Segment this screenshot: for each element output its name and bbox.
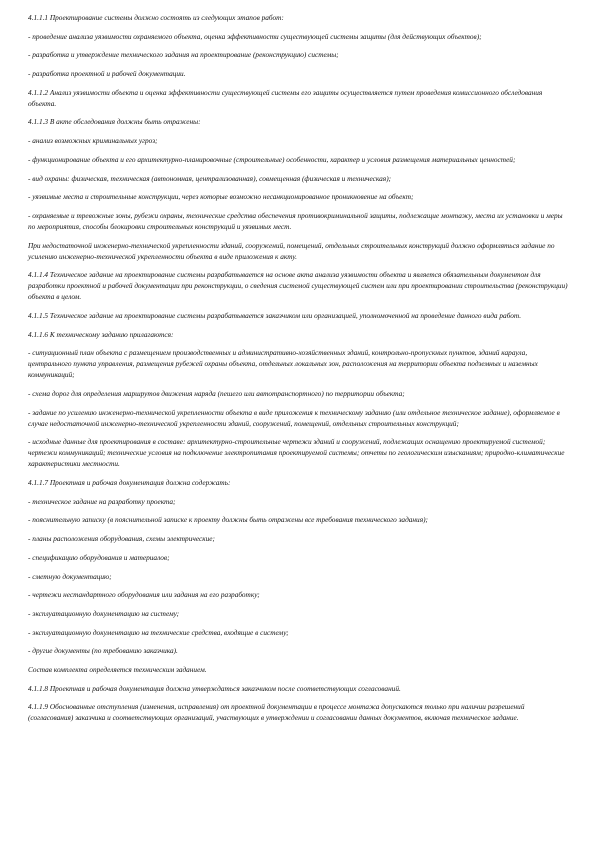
list-item: - пояснительную записку (в пояснительной записке к проекту должны быть отражены все требования технического задания); <box>28 515 428 525</box>
list-item: - эксплуатационную документацию на технические средства, входящие в систему; <box>28 627 289 637</box>
list-item: - спецификацию оборудования и материалов; <box>28 552 170 562</box>
list-item: - уязвимые места и строительные конструкции, через которые возможно несанкционированное проникновение на объект; <box>28 192 414 202</box>
section-heading: 4.1.1.5 Техническое задание на проектирование системы разрабатывается заказчиком или организацией, уполномоченной на проведение данного вида работ. <box>28 310 522 320</box>
section-heading: 4.1.1.4 Техническое задание на проектирование системы разрабатывается на основе акта анализа уязвимости объекта и является обязательным документом для разработки проектной и рабочей документации при реконструкции, о сведения системой существующей систем или при проектировании строительства (реконструкции) объекта в целом. <box>28 270 568 302</box>
list-item: - исходные данные для проектирования в составе: архитектурно-строительные чертежи зданий и сооружений, подлежащих оснащению проектируемой системой; чертежи коммуникаций; технические условия на подключение электропитания проектируемой системы; отчеты по геологическим изысканиям; природно-климатические характеристики местности. <box>28 437 565 469</box>
list-item: - анализ возможных криминальных угроз; <box>28 136 158 146</box>
section-heading: 4.1.1.6 К техническому заданию прилагаются: <box>28 329 174 339</box>
list-item: - сметную документацию; <box>28 571 112 581</box>
section-heading: 4.1.1.7 Проектная и рабочая документация должна содержать: <box>28 478 231 488</box>
body-paragraph: Состав комплекта определяется техническим заданием. <box>28 664 207 674</box>
list-item: - техническое задание на разработку проекта; <box>28 496 176 506</box>
list-item: - вид охраны: физическая, техническая (автономная, централизованная), совмещенная (физическая и техническая); <box>28 173 392 183</box>
list-item: - схема дорог для определения маршрутов движения наряда (пешего или автотранспортного) по территории объекта; <box>28 389 405 398</box>
section-heading: 4.1.1.2 Анализ уязвимости объекта и оценка эффективности существующей системы его защиты осуществляется путем проведения комиссионного обследования объекта. <box>28 87 543 108</box>
list-item: - чертежи нестандартного оборудования или задания на его разработку; <box>28 590 260 600</box>
list-item: - функционирование объекта и его архитектурно-планировочные (строительные) особенности, характер и условия размещения материальных ценностей; <box>28 154 516 164</box>
section-heading: 4.1.1.1 Проектирование системы должно состоять из следующих этапов работ: <box>28 13 284 22</box>
document-page <box>28 12 568 731</box>
list-item: - проведение анализа уязвимости охраняемого объекта, оценка эффективности существующей системы защиты (для действующих объектов); <box>28 31 482 41</box>
list-item: - ситуационный план объекта с размещением производственных и административно-хозяйственных зданий, контрольно-пропускных пунктов, зданий караула, центрального пункта управления, размещения рубежей охраны объекта, отдельных локальных зон, расположения на территории объекта подземных и наземных коммуникаций; <box>28 348 538 380</box>
list-item: - другие документы (по требованию заказчика). <box>28 646 178 656</box>
list-item: - эксплуатационную документацию на систему; <box>28 608 180 618</box>
list-item: - разработка и утверждение технического задания на проектирование (реконструкцию) системы; <box>28 50 339 60</box>
list-item: - охраняемые и тревожные зоны, рубежи охраны, технические средства обеспечения противокриминальной защиты, подлежащие монтажу, места их установки и меры по мероприятия, способы блокировки строительных конструкций и уязвимых мест. <box>28 210 563 231</box>
body-paragraph: При недостаточной инженерно-технической укрепленности зданий, сооружений, помещений, отдельных строительных конструкций должно оформляться задание по усилению инженерно-технической укрепленности объекта в виде приложения к акту. <box>28 240 555 261</box>
list-item: - задание по усилению инженерно-технической укрепленности объекта в виде приложения к техническому заданию (или отдельное техническое задание), оформляемое в случае недостаточной инженерно-технической укрепленности зданий, сооружений, помещений, отдельных строительных конструкций; <box>28 407 560 428</box>
list-item: - разработка проектной и рабочей документации. <box>28 69 186 79</box>
section-heading: 4.1.1.8 Проектная и рабочая документация должна утверждаться заказчиком после соответствующих согласований. <box>28 683 401 693</box>
list-item: - планы расположения оборудования, схемы электрические; <box>28 534 215 544</box>
section-heading: 4.1.1.3 В акте обследования должны быть отражены: <box>28 117 201 127</box>
section-heading: 4.1.1.9 Обоснованные отступления (изменения, исправления) от проектной документации в процессе монтажа допускаются только при наличии разрешений (согласования) заказчика и соответствующих организаций, участвующих в утверждении и согласовании данных документов, включая техническое задание. <box>28 702 525 723</box>
